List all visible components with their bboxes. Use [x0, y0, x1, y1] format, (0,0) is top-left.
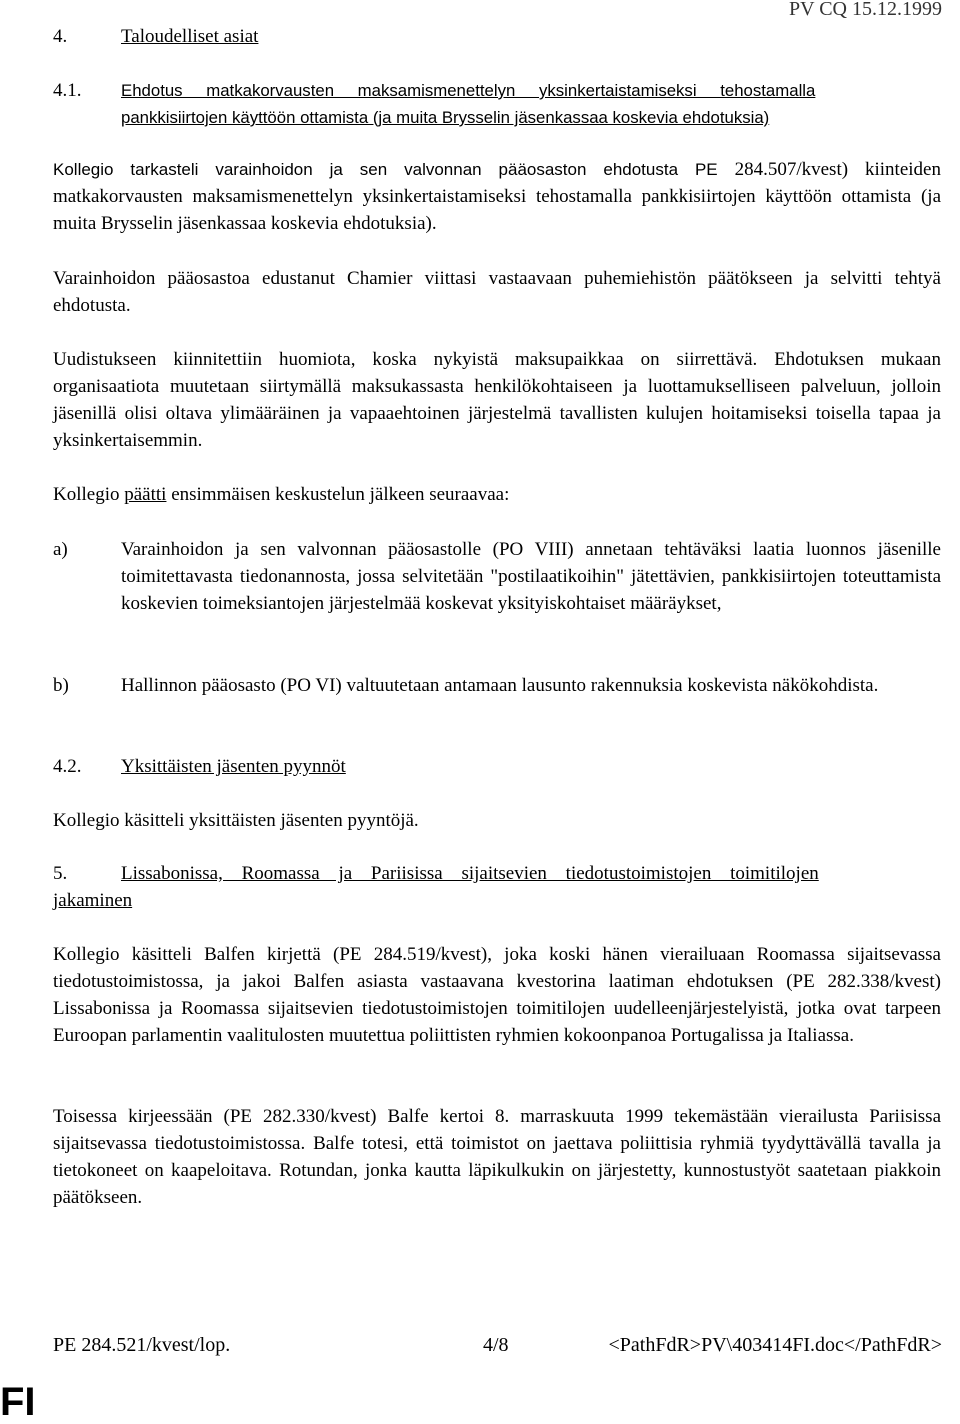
item-5-title-line2: jakaminen [53, 890, 133, 911]
footer-language-code: FI [0, 1380, 36, 1424]
list-item-a-text: Varainhoidon ja sen valvonnan pääosastolle (PO VIII) annetaan tehtäväksi laatia luonnos jäsenille toimitettavasta tiedonannosta, jossa selvitetään "postilaatikoihin" jätettävien, pankkisiirtojen toteuttamista koskevien toimeksiantojen järjestelmää koskevat yksityiskohtaiset määräykset, [121, 539, 941, 614]
item-5-paragraph-2: Toisessa kirjeessään (PE 282.330/kvest) Balfe kertoi 8. marraskuuta 1999 tekemästään vierailusta Pariisissa sijaitsevassa tiedotustoimistossa. Balfe totesi, että toimistot on jaettava poliittisia ryhmiä tyydyttävällä tavalla ja tietokoneet on kaapeloitava. Rotundan, jonka kautta läpikulkukin on järjestetty, kunnostustyöt saatetaan piakkoin päätökseen. [53, 1106, 941, 1208]
list-item-b-text: Hallinnon pääosasto (PO VI) valtuutetaan antamaan lausunto rakennuksia koskevista näkökohdista. [121, 675, 879, 696]
item-4-1-paragraph-3: Uudistukseen kiinnitettiin huomiota, koska nykyistä maksupaikkaa on siirrettävä. Ehdotuksen mukaan organisaatiota muutetaan siirtymällä maksukassasta henkilökohtaiseen ja luottamukselliseen palveluun, jolloin jäsenillä olisi oltava ylimääräinen ja vapaaehtoinen järjestelmä tavallisten kulujen hoitamiseksi toisella tapaa ja yksinkertaisemmin. [53, 349, 941, 451]
item-4-2-paragraph: Kollegio käsitteli yksittäisten jäsenten pyyntöjä. [53, 810, 419, 831]
item-4-1-title-line1: Ehdotus matkakorvausten maksamismenettelyn yksinkertaistamiseksi tehostamalla [121, 81, 816, 100]
decision-post: ensimmäisen keskustelun jälkeen seuraavaa: [166, 484, 510, 505]
footer-file-path: <PathFdR>PV\403414FI.doc</PathFdR> [608, 1334, 942, 1356]
item-4-1-decision [53, 481, 941, 508]
item-5-title-line1: Lissabonissa, Roomassa ja Pariisissa sijaitsevien tiedotustoimistojen toimitilojen [121, 863, 819, 884]
item-4-1-number: 4.1. [53, 80, 82, 101]
document-reference: PV CQ 15.12.1999 [789, 0, 942, 20]
footer-page-number: 4/8 [483, 1334, 509, 1356]
item-5-number: 5. [53, 863, 68, 884]
item-4-1-title-line2: pankkisiirtojen käyttöön ottamista (ja muita Brysselin jäsenkassaa koskevia ehdotuksia) [121, 108, 770, 127]
section-number: 4. [53, 26, 68, 47]
footer-document-number: PE 284.521/kvest/lop. [53, 1334, 231, 1356]
decision-pre: Kollegio [53, 484, 125, 505]
item-4-1-paragraph-2: Varainhoidon pääosastoa edustanut Chamier viittasi vastaavaan puhemiehistön päätökseen ja selvitti tehtyä ehdotusta. [53, 268, 941, 316]
section-title: Taloudelliset asiat [121, 26, 259, 47]
item-4-1-paragraph-1-sans: Kollegio tarkasteli varainhoidon ja sen valvonnan pääosaston ehdotusta PE [53, 160, 718, 179]
list-item-b-label: b) [53, 675, 69, 696]
item-4-2-title: Yksittäisten jäsenten pyynnöt [121, 756, 346, 777]
item-5-paragraph-1: Kollegio käsitteli Balfen kirjettä (PE 284.519/kvest), joka koski hänen vierailuaan Roomassa sijaitsevassa tiedotustoimistossa, ja jakoi Balfen asiasta vastaavana kvestorina laatiman ehdotuksen (PE 282.338/kvest) Lissabonissa ja Roomassa sijaitsevien tiedotustoimistojen toimitilojen uudelleenjärjestelyistä, jotka ovat tarpeen Euroopan parlamentin vaalitulosten muutettua poliittisten ryhmien kokoonpanoa Portugalissa ja Italiassa. [53, 944, 941, 1046]
item-4-2-number: 4.2. [53, 756, 82, 777]
item-4-1-paragraph-1-rest: 284.507/kvest) kiinteiden matkakorvausten maksamismenettelyn yksinkertaistamiseksi tehostamalla pankkisiirtojen käyttöön ottamista (ja muita Brysselin jäsenkassaa koskevia ehdotuksia). [53, 159, 941, 234]
item-4-1-paragraph-1 [53, 156, 941, 237]
decision-verb: päätti [124, 484, 167, 505]
list-item-a-label: a) [53, 539, 68, 560]
